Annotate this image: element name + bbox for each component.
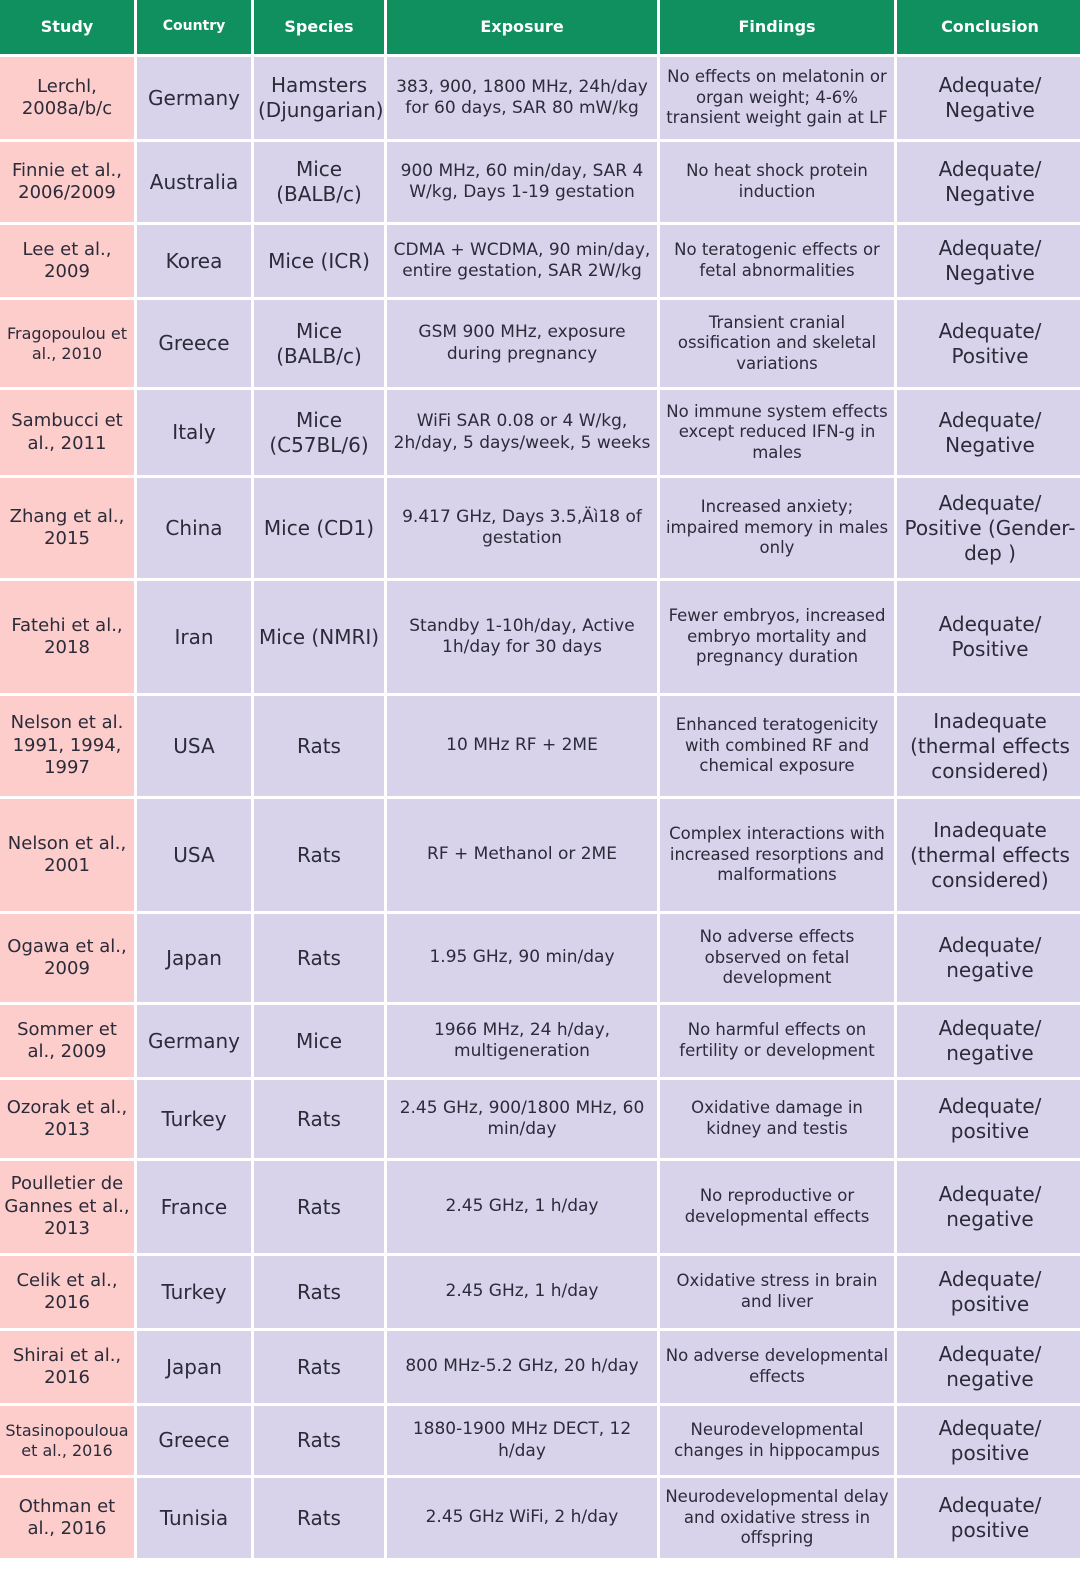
- table-row: [0, 142, 1080, 222]
- header-study: Study: [0, 0, 134, 54]
- cell-exposure: 9.417 GHz, Days 3.5‚Äì18 of gestation: [387, 478, 657, 578]
- cell-exposure: WiFi SAR 0.08 or 4 W/kg, 2h/day, 5 days/week, 5 weeks: [387, 390, 657, 475]
- cell-country: Japan: [137, 914, 251, 1002]
- cell-species: Rats: [254, 1080, 384, 1158]
- cell-conclusion: Adequate/ negative: [897, 914, 1080, 1002]
- header-species: Species: [254, 0, 384, 54]
- table-row: [0, 799, 1080, 911]
- cell-conclusion: Adequate/ positive: [897, 1256, 1080, 1328]
- cell-exposure: 1.95 GHz, 90 min/day: [387, 914, 657, 1002]
- cell-country: Iran: [137, 581, 251, 693]
- cell-study: Lee et al., 2009: [0, 225, 134, 297]
- cell-study: Poulletier de Gannes et al., 2013: [0, 1161, 134, 1253]
- cell-findings: Enhanced teratogenicity with combined RF and chemical exposure: [660, 696, 894, 796]
- header-conclusion: Conclusion: [897, 0, 1080, 54]
- cell-findings: Oxidative stress in brain and liver: [660, 1256, 894, 1328]
- cell-species: Rats: [254, 1406, 384, 1475]
- cell-study: Nelson et al., 2001: [0, 799, 134, 911]
- cell-study: Celik et al., 2016: [0, 1256, 134, 1328]
- table-row: [0, 1080, 1080, 1158]
- cell-exposure: 2.45 GHz, 1 h/day: [387, 1161, 657, 1253]
- cell-exposure: 1966 MHz, 24 h/day, multigeneration: [387, 1005, 657, 1077]
- cell-findings: No adverse developmental effects: [660, 1331, 894, 1403]
- cell-species: Mice (CD1): [254, 478, 384, 578]
- cell-conclusion: Adequate/ Positive: [897, 300, 1080, 387]
- cell-conclusion: Adequate/ Positive: [897, 581, 1080, 693]
- table-row: [0, 1406, 1080, 1475]
- header-country: Country: [137, 0, 251, 54]
- cell-species: Rats: [254, 1331, 384, 1403]
- cell-findings: Complex interactions with increased resorptions and malformations: [660, 799, 894, 911]
- cell-findings: No effects on melatonin or organ weight; 4-6% transient weight gain at LF: [660, 57, 894, 139]
- cell-country: USA: [137, 696, 251, 796]
- table-row: [0, 1331, 1080, 1403]
- table-row: [0, 1161, 1080, 1253]
- table-row: [0, 696, 1080, 796]
- cell-conclusion: Inadequate (thermal effects considered): [897, 696, 1080, 796]
- table-body: [0, 57, 1080, 1558]
- cell-findings: No immune system effects except reduced IFN-g in males: [660, 390, 894, 475]
- header-exposure: Exposure: [387, 0, 657, 54]
- cell-species: Hamsters (Djungarian): [254, 57, 384, 139]
- cell-findings: Neurodevelopmental delay and oxidative stress in offspring: [660, 1478, 894, 1558]
- table-row: [0, 225, 1080, 297]
- cell-findings: Neurodevelopmental changes in hippocampus: [660, 1406, 894, 1475]
- cell-study: Othman et al., 2016: [0, 1478, 134, 1558]
- cell-conclusion: Adequate/ Negative: [897, 390, 1080, 475]
- cell-study: Lerchl, 2008a/b/c: [0, 57, 134, 139]
- cell-species: Rats: [254, 1478, 384, 1558]
- cell-country: Greece: [137, 1406, 251, 1475]
- cell-study: Ogawa et al., 2009: [0, 914, 134, 1002]
- table-row: [0, 57, 1080, 139]
- header-row: [0, 0, 1080, 54]
- cell-species: Mice: [254, 1005, 384, 1077]
- cell-conclusion: Adequate/ negative: [897, 1161, 1080, 1253]
- cell-exposure: 2.45 GHz, 1 h/day: [387, 1256, 657, 1328]
- cell-study: Sambucci et al., 2011: [0, 390, 134, 475]
- cell-species: Mice (NMRI): [254, 581, 384, 693]
- table-row: [0, 300, 1080, 387]
- cell-study: Zhang et al., 2015: [0, 478, 134, 578]
- cell-study: Nelson et al. 1991, 1994, 1997: [0, 696, 134, 796]
- cell-country: Turkey: [137, 1256, 251, 1328]
- cell-country: Greece: [137, 300, 251, 387]
- cell-study: Fatehi et al., 2018: [0, 581, 134, 693]
- cell-findings: Fewer embryos, increased embryo mortality and pregnancy duration: [660, 581, 894, 693]
- cell-study: Shirai et al., 2016: [0, 1331, 134, 1403]
- cell-conclusion: Adequate/ positive: [897, 1478, 1080, 1558]
- cell-study: Fragopoulou et al., 2010: [0, 300, 134, 387]
- cell-findings: Transient cranial ossification and skeletal variations: [660, 300, 894, 387]
- cell-country: Korea: [137, 225, 251, 297]
- cell-species: Mice (C57BL/6): [254, 390, 384, 475]
- table-row: [0, 1256, 1080, 1328]
- cell-country: Turkey: [137, 1080, 251, 1158]
- cell-exposure: RF + Methanol or 2ME: [387, 799, 657, 911]
- cell-exposure: 2.45 GHz, 900/1800 MHz, 60 min/day: [387, 1080, 657, 1158]
- cell-species: Mice (BALB/c): [254, 142, 384, 222]
- cell-species: Rats: [254, 1256, 384, 1328]
- cell-exposure: 10 MHz RF + 2ME: [387, 696, 657, 796]
- header-findings: Findings: [660, 0, 894, 54]
- cell-conclusion: Adequate/ negative: [897, 1005, 1080, 1077]
- cell-conclusion: Adequate/ Positive (Gender-dep ): [897, 478, 1080, 578]
- cell-country: Tunisia: [137, 1478, 251, 1558]
- cell-conclusion: Adequate/ positive: [897, 1080, 1080, 1158]
- cell-species: Rats: [254, 914, 384, 1002]
- table-row: [0, 390, 1080, 475]
- cell-findings: No heat shock protein induction: [660, 142, 894, 222]
- table-row: [0, 914, 1080, 1002]
- table-row: [0, 1005, 1080, 1077]
- cell-country: Japan: [137, 1331, 251, 1403]
- table-row: [0, 1478, 1080, 1558]
- cell-species: Mice (ICR): [254, 225, 384, 297]
- table-row: [0, 581, 1080, 693]
- cell-exposure: 383, 900, 1800 MHz, 24h/day for 60 days, SAR 80 mW/kg: [387, 57, 657, 139]
- cell-conclusion: Inadequate (thermal effects considered): [897, 799, 1080, 911]
- cell-conclusion: Adequate/ Negative: [897, 225, 1080, 297]
- cell-species: Mice (BALB/c): [254, 300, 384, 387]
- cell-findings: No reproductive or developmental effects: [660, 1161, 894, 1253]
- cell-findings: Increased anxiety; impaired memory in males only: [660, 478, 894, 578]
- cell-country: Australia: [137, 142, 251, 222]
- cell-findings: No teratogenic effects or fetal abnormalities: [660, 225, 894, 297]
- table-row: [0, 478, 1080, 578]
- cell-country: France: [137, 1161, 251, 1253]
- cell-conclusion: Adequate/ positive: [897, 1406, 1080, 1475]
- cell-conclusion: Adequate/ Negative: [897, 142, 1080, 222]
- cell-exposure: Standby 1-10h/day, Active 1h/day for 30 days: [387, 581, 657, 693]
- cell-country: Germany: [137, 57, 251, 139]
- cell-study: Sommer et al., 2009: [0, 1005, 134, 1077]
- cell-species: Rats: [254, 799, 384, 911]
- cell-findings: No adverse effects observed on fetal development: [660, 914, 894, 1002]
- cell-conclusion: Adequate/ Negative: [897, 57, 1080, 139]
- cell-findings: Oxidative damage in kidney and testis: [660, 1080, 894, 1158]
- cell-exposure: CDMA + WCDMA, 90 min/day, entire gestation, SAR 2W/kg: [387, 225, 657, 297]
- cell-country: Germany: [137, 1005, 251, 1077]
- cell-exposure: GSM 900 MHz, exposure during pregnancy: [387, 300, 657, 387]
- cell-conclusion: Adequate/ negative: [897, 1331, 1080, 1403]
- cell-exposure: 800 MHz-5.2 GHz, 20 h/day: [387, 1331, 657, 1403]
- cell-country: China: [137, 478, 251, 578]
- cell-study: Stasinopouloua et al., 2016: [0, 1406, 134, 1475]
- cell-study: Ozorak et al., 2013: [0, 1080, 134, 1158]
- cell-country: USA: [137, 799, 251, 911]
- cell-study: Finnie et al., 2006/2009: [0, 142, 134, 222]
- cell-exposure: 2.45 GHz WiFi, 2 h/day: [387, 1478, 657, 1558]
- cell-findings: No harmful effects on fertility or development: [660, 1005, 894, 1077]
- cell-species: Rats: [254, 1161, 384, 1253]
- cell-exposure: 1880-1900 MHz DECT, 12 h/day: [387, 1406, 657, 1475]
- cell-exposure: 900 MHz, 60 min/day, SAR 4 W/kg, Days 1-19 gestation: [387, 142, 657, 222]
- cell-country: Italy: [137, 390, 251, 475]
- cell-species: Rats: [254, 696, 384, 796]
